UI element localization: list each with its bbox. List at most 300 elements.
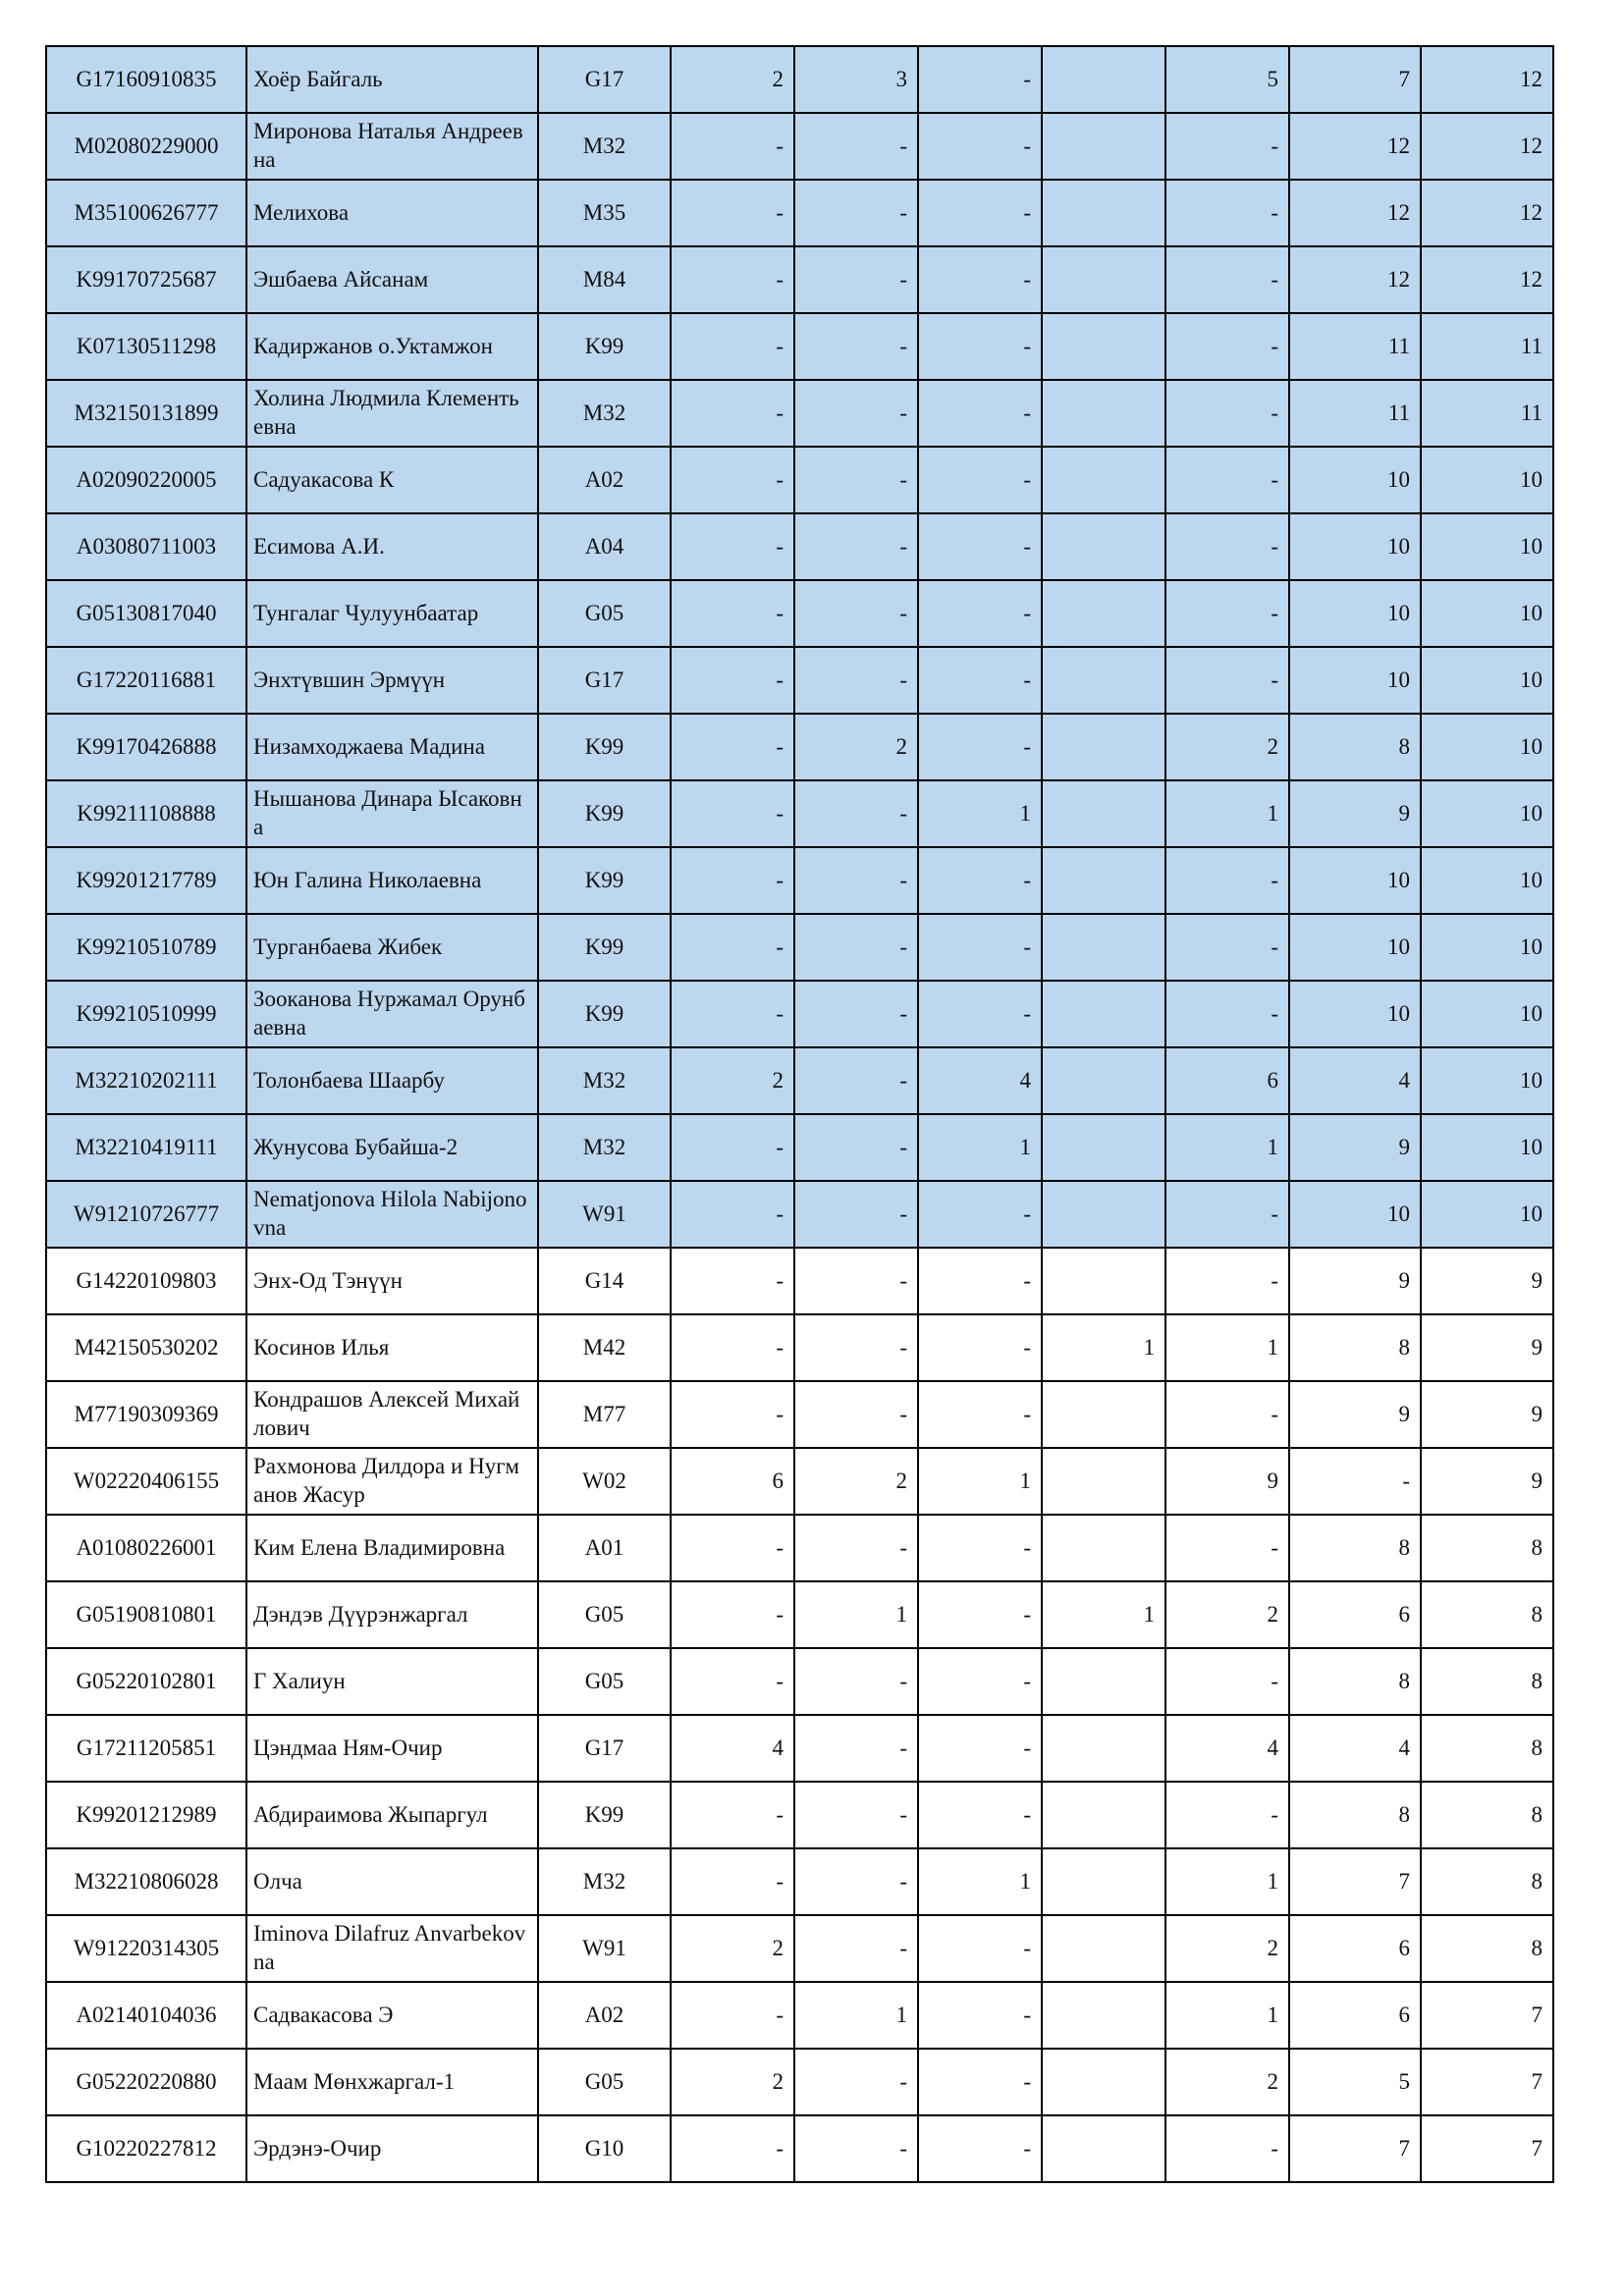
score-subtotal-cell: - [1165, 1515, 1289, 1581]
score-total-cell: 8 [1421, 1782, 1553, 1848]
score-col-2-cell: - [794, 1848, 918, 1915]
score-col-2-cell: - [794, 447, 918, 513]
score-subtotal-cell: - [1165, 113, 1289, 180]
score-total-cell: 10 [1421, 714, 1553, 780]
score-col-2-cell: - [794, 246, 918, 313]
table-row [46, 1314, 1553, 1381]
region-code-cell: G05 [538, 1648, 671, 1715]
score-col-4-cell [1042, 847, 1165, 914]
score-total-cell: 10 [1421, 847, 1553, 914]
region-code-cell: W91 [538, 1915, 671, 1982]
participant-name-cell: Низамходжаева Мадина [246, 714, 538, 780]
table-row [46, 113, 1553, 180]
score-col-6-cell: 10 [1289, 981, 1421, 1047]
score-col-2-cell: - [794, 780, 918, 847]
score-total-cell: 10 [1421, 914, 1553, 981]
score-col-3-cell: - [918, 1248, 1042, 1314]
score-col-2-cell: - [794, 1314, 918, 1381]
score-subtotal-cell: - [1165, 447, 1289, 513]
score-subtotal-cell: - [1165, 1782, 1289, 1848]
table-row [46, 313, 1553, 380]
participant-code-cell: A03080711003 [46, 513, 246, 580]
score-col-4-cell [1042, 1915, 1165, 1982]
participant-code-cell: M32210202111 [46, 1047, 246, 1114]
table-row [46, 647, 1553, 714]
table-row [46, 1181, 1553, 1248]
score-col-3-cell: - [918, 2049, 1042, 2115]
participant-name-cell: Мелихова [246, 180, 538, 246]
score-col-3-cell: - [918, 1381, 1042, 1448]
table-row [46, 580, 1553, 647]
score-col-1-cell: - [671, 1982, 794, 2049]
score-col-2-cell: 1 [794, 1581, 918, 1648]
table-row [46, 981, 1553, 1047]
table-row [46, 914, 1553, 981]
region-code-cell: M32 [538, 1848, 671, 1915]
score-col-1-cell: - [671, 246, 794, 313]
score-col-1-cell: - [671, 847, 794, 914]
score-total-cell: 10 [1421, 647, 1553, 714]
participant-code-cell: K99201212989 [46, 1782, 246, 1848]
score-subtotal-cell: 1 [1165, 780, 1289, 847]
score-total-cell: 10 [1421, 513, 1553, 580]
score-total-cell: 8 [1421, 1515, 1553, 1581]
score-col-6-cell: 9 [1289, 1381, 1421, 1448]
score-col-1-cell: - [671, 1515, 794, 1581]
score-total-cell: 10 [1421, 1047, 1553, 1114]
score-col-2-cell: - [794, 1381, 918, 1448]
participant-code-cell: G05220220880 [46, 2049, 246, 2115]
score-col-2-cell: - [794, 1047, 918, 1114]
score-total-cell: 11 [1421, 380, 1553, 447]
score-col-3-cell: - [918, 46, 1042, 113]
score-subtotal-cell: - [1165, 180, 1289, 246]
score-col-6-cell: 7 [1289, 46, 1421, 113]
score-col-1-cell: - [671, 714, 794, 780]
score-col-6-cell: 10 [1289, 847, 1421, 914]
score-subtotal-cell: 2 [1165, 714, 1289, 780]
score-col-2-cell: 2 [794, 1448, 918, 1515]
score-total-cell: 7 [1421, 2115, 1553, 2182]
score-subtotal-cell: - [1165, 647, 1289, 714]
score-subtotal-cell: - [1165, 380, 1289, 447]
score-col-1-cell: - [671, 1848, 794, 1915]
score-col-6-cell: 8 [1289, 1515, 1421, 1581]
participant-name-cell: Кондрашов Алексей Михайлович [246, 1381, 538, 1448]
participant-name-cell: Г Халиун [246, 1648, 538, 1715]
score-col-4-cell [1042, 1248, 1165, 1314]
participant-name-cell: Садвакасова Э [246, 1982, 538, 2049]
participant-name-cell: Маам Мөнхжаргал-1 [246, 2049, 538, 2115]
score-col-2-cell: - [794, 313, 918, 380]
score-col-1-cell: - [671, 914, 794, 981]
participant-name-cell: Эрдэнэ-Очир [246, 2115, 538, 2182]
score-subtotal-cell: 9 [1165, 1448, 1289, 1515]
participant-name-cell: Жунусова Бубайша-2 [246, 1114, 538, 1181]
score-col-6-cell: 9 [1289, 1248, 1421, 1314]
score-total-cell: 10 [1421, 447, 1553, 513]
region-code-cell: G05 [538, 2049, 671, 2115]
score-col-3-cell: - [918, 1982, 1042, 2049]
score-total-cell: 8 [1421, 1581, 1553, 1648]
participant-code-cell: W02220406155 [46, 1448, 246, 1515]
score-col-3-cell: - [918, 1782, 1042, 1848]
region-code-cell: M32 [538, 1114, 671, 1181]
participant-name-cell: Юн Галина Николаевна [246, 847, 538, 914]
region-code-cell: M32 [538, 113, 671, 180]
score-total-cell: 10 [1421, 780, 1553, 847]
participant-code-cell: G05220102801 [46, 1648, 246, 1715]
score-subtotal-cell: 2 [1165, 1915, 1289, 1982]
score-col-6-cell: 7 [1289, 1848, 1421, 1915]
score-col-1-cell: - [671, 1181, 794, 1248]
score-col-6-cell: 10 [1289, 580, 1421, 647]
score-col-4-cell [1042, 714, 1165, 780]
score-total-cell: 10 [1421, 580, 1553, 647]
score-col-3-cell: - [918, 647, 1042, 714]
region-code-cell: G17 [538, 1715, 671, 1782]
table-row [46, 447, 1553, 513]
score-total-cell: 12 [1421, 180, 1553, 246]
score-col-4-cell [1042, 180, 1165, 246]
score-subtotal-cell: - [1165, 1648, 1289, 1715]
score-subtotal-cell: - [1165, 513, 1289, 580]
score-col-1-cell: - [671, 1581, 794, 1648]
score-total-cell: 8 [1421, 1915, 1553, 1982]
region-code-cell: A02 [538, 1982, 671, 2049]
score-col-3-cell: - [918, 246, 1042, 313]
table-row [46, 513, 1553, 580]
score-col-1-cell: - [671, 113, 794, 180]
score-total-cell: 10 [1421, 1114, 1553, 1181]
score-subtotal-cell: 1 [1165, 1982, 1289, 2049]
score-col-3-cell: 1 [918, 1848, 1042, 1915]
region-code-cell: K99 [538, 780, 671, 847]
score-subtotal-cell: - [1165, 847, 1289, 914]
score-col-4-cell: 1 [1042, 1314, 1165, 1381]
participant-code-cell: M02080229000 [46, 113, 246, 180]
score-total-cell: 7 [1421, 1982, 1553, 2049]
score-subtotal-cell: - [1165, 580, 1289, 647]
score-col-2-cell: - [794, 1782, 918, 1848]
participant-name-cell: Хоёр Байгаль [246, 46, 538, 113]
score-col-2-cell: - [794, 647, 918, 714]
score-col-6-cell: 12 [1289, 180, 1421, 246]
score-total-cell: 7 [1421, 2049, 1553, 2115]
region-code-cell: G05 [538, 580, 671, 647]
score-col-4-cell [1042, 380, 1165, 447]
score-col-3-cell: - [918, 180, 1042, 246]
score-col-6-cell: - [1289, 1448, 1421, 1515]
score-col-2-cell: - [794, 914, 918, 981]
participant-code-cell: G10220227812 [46, 2115, 246, 2182]
score-col-6-cell: 12 [1289, 113, 1421, 180]
participant-name-cell: Толонбаева Шаарбу [246, 1047, 538, 1114]
score-col-2-cell: - [794, 1248, 918, 1314]
participant-code-cell: G05190810801 [46, 1581, 246, 1648]
participant-name-cell: Iminova Dilafruz Anvarbekovna [246, 1915, 538, 1982]
region-code-cell: M32 [538, 1047, 671, 1114]
score-col-4-cell [1042, 780, 1165, 847]
participant-code-cell: K99211108888 [46, 780, 246, 847]
participant-code-cell: G05130817040 [46, 580, 246, 647]
score-col-6-cell: 8 [1289, 1314, 1421, 1381]
participant-name-cell: Садуакасова К [246, 447, 538, 513]
score-col-1-cell: - [671, 313, 794, 380]
score-col-4-cell [1042, 447, 1165, 513]
score-total-cell: 12 [1421, 246, 1553, 313]
score-col-2-cell: - [794, 2115, 918, 2182]
participant-code-cell: K99210510999 [46, 981, 246, 1047]
score-subtotal-cell: - [1165, 1248, 1289, 1314]
participant-name-cell: Холина Людмила Клементьевна [246, 380, 538, 447]
score-col-4-cell [1042, 1982, 1165, 2049]
score-col-6-cell: 6 [1289, 1581, 1421, 1648]
score-col-3-cell: - [918, 981, 1042, 1047]
region-code-cell: K99 [538, 714, 671, 780]
score-col-4-cell [1042, 580, 1165, 647]
participant-code-cell: K99210510789 [46, 914, 246, 981]
score-col-1-cell: - [671, 2115, 794, 2182]
score-col-6-cell: 8 [1289, 1782, 1421, 1848]
participant-code-cell: G17220116881 [46, 647, 246, 714]
participant-name-cell: Косинов Илья [246, 1314, 538, 1381]
score-col-6-cell: 6 [1289, 1915, 1421, 1982]
participant-name-cell: Нышанова Динара Ысаковна [246, 780, 538, 847]
score-col-3-cell: - [918, 914, 1042, 981]
score-total-cell: 9 [1421, 1248, 1553, 1314]
score-col-4-cell [1042, 914, 1165, 981]
region-code-cell: M77 [538, 1381, 671, 1448]
participant-code-cell: G17160910835 [46, 46, 246, 113]
region-code-cell: G17 [538, 647, 671, 714]
score-col-6-cell: 7 [1289, 2115, 1421, 2182]
score-col-4-cell [1042, 1648, 1165, 1715]
table-row [46, 1047, 1553, 1114]
score-col-4-cell [1042, 1448, 1165, 1515]
region-code-cell: W02 [538, 1448, 671, 1515]
table-body [46, 46, 1553, 2182]
score-col-3-cell: 1 [918, 780, 1042, 847]
score-total-cell: 8 [1421, 1848, 1553, 1915]
score-col-2-cell: - [794, 1648, 918, 1715]
score-col-3-cell: 4 [918, 1047, 1042, 1114]
region-code-cell: K99 [538, 914, 671, 981]
score-col-6-cell: 9 [1289, 1114, 1421, 1181]
score-col-1-cell: 2 [671, 1915, 794, 1982]
region-code-cell: K99 [538, 981, 671, 1047]
score-subtotal-cell: 2 [1165, 1581, 1289, 1648]
score-col-6-cell: 12 [1289, 246, 1421, 313]
score-col-2-cell: 1 [794, 1982, 918, 2049]
score-col-6-cell: 10 [1289, 513, 1421, 580]
score-subtotal-cell: 1 [1165, 1114, 1289, 1181]
participant-name-cell: Энхтүвшин Эрмүүн [246, 647, 538, 714]
score-col-6-cell: 10 [1289, 447, 1421, 513]
score-col-1-cell: - [671, 380, 794, 447]
score-col-4-cell: 1 [1042, 1581, 1165, 1648]
score-total-cell: 8 [1421, 1715, 1553, 1782]
score-col-6-cell: 11 [1289, 380, 1421, 447]
score-col-4-cell [1042, 46, 1165, 113]
participant-code-cell: K99201217789 [46, 847, 246, 914]
score-col-3-cell: - [918, 580, 1042, 647]
score-col-2-cell: - [794, 1114, 918, 1181]
score-col-4-cell [1042, 1114, 1165, 1181]
table-row [46, 1448, 1553, 1515]
region-code-cell: A02 [538, 447, 671, 513]
region-code-cell: G14 [538, 1248, 671, 1314]
score-col-4-cell [1042, 2115, 1165, 2182]
participant-name-cell: Миронова Наталья Андреевна [246, 113, 538, 180]
table-row [46, 246, 1553, 313]
participant-code-cell: A02140104036 [46, 1982, 246, 2049]
participant-name-cell: Турганбаева Жибек [246, 914, 538, 981]
score-col-6-cell: 6 [1289, 1982, 1421, 2049]
score-col-1-cell: - [671, 1248, 794, 1314]
score-col-4-cell [1042, 1782, 1165, 1848]
region-code-cell: M32 [538, 380, 671, 447]
score-total-cell: 9 [1421, 1381, 1553, 1448]
score-total-cell: 12 [1421, 46, 1553, 113]
score-col-3-cell: - [918, 1581, 1042, 1648]
region-code-cell: A01 [538, 1515, 671, 1581]
participant-code-cell: M32210419111 [46, 1114, 246, 1181]
participant-name-cell: Тунгалаг Чулуунбаатар [246, 580, 538, 647]
score-col-1-cell: - [671, 580, 794, 647]
participant-name-cell: Олча [246, 1848, 538, 1915]
participant-code-cell: K99170426888 [46, 714, 246, 780]
score-col-2-cell: - [794, 2049, 918, 2115]
table-row [46, 714, 1553, 780]
region-code-cell: K99 [538, 1782, 671, 1848]
score-subtotal-cell: 4 [1165, 1715, 1289, 1782]
score-total-cell: 9 [1421, 1448, 1553, 1515]
participant-code-cell: G14220109803 [46, 1248, 246, 1314]
participant-code-cell: M32150131899 [46, 380, 246, 447]
table-row [46, 780, 1553, 847]
table-row [46, 1848, 1553, 1915]
score-subtotal-cell: 5 [1165, 46, 1289, 113]
table-row [46, 1515, 1553, 1581]
score-col-3-cell: - [918, 113, 1042, 180]
score-col-2-cell: 2 [794, 714, 918, 780]
participant-name-cell: Эшбаева Айсанам [246, 246, 538, 313]
table-row [46, 2115, 1553, 2182]
score-col-4-cell [1042, 981, 1165, 1047]
score-col-1-cell: - [671, 981, 794, 1047]
score-col-6-cell: 5 [1289, 2049, 1421, 2115]
score-col-2-cell: - [794, 1915, 918, 1982]
score-col-3-cell: 1 [918, 1114, 1042, 1181]
region-code-cell: K99 [538, 313, 671, 380]
results-table [45, 45, 1554, 2183]
region-code-cell: M42 [538, 1314, 671, 1381]
score-col-1-cell: - [671, 1314, 794, 1381]
score-col-2-cell: - [794, 1515, 918, 1581]
table-row [46, 1114, 1553, 1181]
score-col-1-cell: 4 [671, 1715, 794, 1782]
score-col-3-cell: 1 [918, 1448, 1042, 1515]
score-subtotal-cell: - [1165, 981, 1289, 1047]
score-col-2-cell: 3 [794, 46, 918, 113]
participant-code-cell: A02090220005 [46, 447, 246, 513]
score-subtotal-cell: - [1165, 2115, 1289, 2182]
score-total-cell: 10 [1421, 981, 1553, 1047]
score-col-1-cell: - [671, 1114, 794, 1181]
score-subtotal-cell: - [1165, 1381, 1289, 1448]
score-col-4-cell [1042, 513, 1165, 580]
participant-name-cell: Энх-Од Тэнүүн [246, 1248, 538, 1314]
score-col-4-cell [1042, 246, 1165, 313]
region-code-cell: G10 [538, 2115, 671, 2182]
table-row [46, 2049, 1553, 2115]
participant-name-cell: Кадиржанов о.Уктамжон [246, 313, 538, 380]
score-col-2-cell: - [794, 847, 918, 914]
score-subtotal-cell: 6 [1165, 1047, 1289, 1114]
score-col-1-cell: 2 [671, 46, 794, 113]
score-col-3-cell: - [918, 1715, 1042, 1782]
score-col-6-cell: 10 [1289, 647, 1421, 714]
score-col-2-cell: - [794, 1181, 918, 1248]
score-col-1-cell: - [671, 513, 794, 580]
score-col-1-cell: - [671, 647, 794, 714]
region-code-cell: W91 [538, 1181, 671, 1248]
score-col-4-cell [1042, 113, 1165, 180]
score-total-cell: 10 [1421, 1181, 1553, 1248]
score-col-4-cell [1042, 2049, 1165, 2115]
score-col-3-cell: - [918, 1515, 1042, 1581]
score-col-2-cell: - [794, 180, 918, 246]
table-row [46, 1715, 1553, 1782]
participant-name-cell: Абдираимова Жыпаргул [246, 1782, 538, 1848]
score-col-1-cell: - [671, 780, 794, 847]
score-col-4-cell [1042, 313, 1165, 380]
region-code-cell: G17 [538, 46, 671, 113]
participant-code-cell: A01080226001 [46, 1515, 246, 1581]
participant-name-cell: Есимова А.И. [246, 513, 538, 580]
score-col-4-cell [1042, 1381, 1165, 1448]
score-total-cell: 9 [1421, 1314, 1553, 1381]
participant-name-cell: Зооканова Нуржамал Орунбаевна [246, 981, 538, 1047]
participant-name-cell: Цэндмаа Ням-Очир [246, 1715, 538, 1782]
participant-code-cell: M42150530202 [46, 1314, 246, 1381]
score-col-3-cell: - [918, 380, 1042, 447]
table-row [46, 1982, 1553, 2049]
score-col-3-cell: - [918, 313, 1042, 380]
table-row [46, 1648, 1553, 1715]
score-col-1-cell: - [671, 1381, 794, 1448]
table-row [46, 46, 1553, 113]
score-subtotal-cell: 2 [1165, 2049, 1289, 2115]
participant-code-cell: K99170725687 [46, 246, 246, 313]
score-col-6-cell: 11 [1289, 313, 1421, 380]
participant-code-cell: W91210726777 [46, 1181, 246, 1248]
score-total-cell: 12 [1421, 113, 1553, 180]
participant-name-cell: Ким Елена Владимировна [246, 1515, 538, 1581]
score-col-1-cell: 2 [671, 1047, 794, 1114]
score-col-6-cell: 8 [1289, 714, 1421, 780]
score-col-2-cell: - [794, 380, 918, 447]
score-col-3-cell: - [918, 1181, 1042, 1248]
participant-code-cell: M32210806028 [46, 1848, 246, 1915]
score-col-1-cell: - [671, 447, 794, 513]
score-col-4-cell [1042, 1047, 1165, 1114]
score-col-4-cell [1042, 1848, 1165, 1915]
score-col-2-cell: - [794, 113, 918, 180]
score-subtotal-cell: - [1165, 1181, 1289, 1248]
table-row [46, 180, 1553, 246]
